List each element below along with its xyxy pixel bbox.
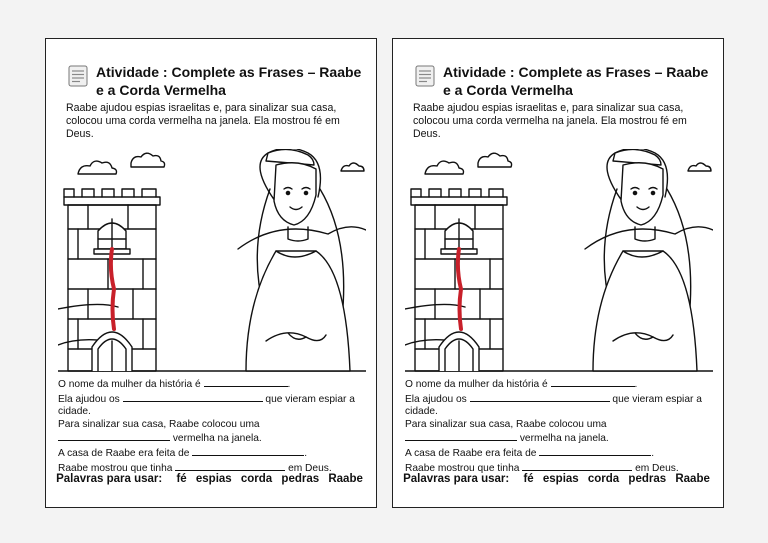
sentence-2: Ela ajudou os que vieram espiar a cidade. <box>405 393 702 418</box>
rahab-illustration <box>405 149 713 377</box>
fill-in-sentences <box>405 377 717 475</box>
worksheet-left <box>45 38 377 508</box>
sentence-1: O nome da mulher da história é . <box>58 379 291 390</box>
word-bank-word: fé <box>176 473 187 485</box>
document-icon <box>415 65 435 87</box>
word-bank-word: espias <box>195 473 232 485</box>
sentence-5: Raabe mostrou que tinha em Deus. <box>405 462 679 474</box>
answer-blank-3[interactable] <box>58 431 170 441</box>
word-bank-label: Palavras para usar: <box>403 473 510 485</box>
sentence-3: Para sinalizar sua casa, Raabe colocou uma vermelha na janela. <box>58 418 262 445</box>
word-bank <box>46 473 376 485</box>
answer-blank-3[interactable] <box>405 431 517 441</box>
sentence-1: O nome da mulher da história é . <box>405 379 638 390</box>
word-bank-word: corda <box>240 473 273 485</box>
worksheet-title: Atividade : Complete as Frases – Raabe e a Corda Vermelha <box>443 64 709 98</box>
word-bank-word: corda <box>587 473 620 485</box>
word-bank-word: pedras <box>628 473 667 485</box>
word-bank-word: pedras <box>281 473 320 485</box>
answer-blank-1[interactable] <box>204 377 288 387</box>
fill-in-sentences <box>58 377 370 475</box>
intro-text: Raabe ajudou espias israelitas e, para sinalizar sua casa, colocou uma corda vermelha na janela. Ela mostrou fé em Deus. <box>66 102 340 140</box>
sentence-2: Ela ajudou os que vieram espiar a cidade. <box>58 393 355 418</box>
word-bank-word: Raabe <box>675 473 710 485</box>
answer-blank-5[interactable] <box>522 461 632 471</box>
answer-blank-2[interactable] <box>123 392 263 402</box>
word-bank-word: Raabe <box>328 473 363 485</box>
answer-blank-5[interactable] <box>175 461 285 471</box>
word-bank-label: Palavras para usar: <box>56 473 163 485</box>
word-bank-word: espias <box>542 473 579 485</box>
answer-blank-2[interactable] <box>470 392 610 402</box>
worksheet-title: Atividade : Complete as Frases – Raabe e a Corda Vermelha <box>96 64 362 98</box>
intro-text: Raabe ajudou espias israelitas e, para sinalizar sua casa, colocou uma corda vermelha na janela. Ela mostrou fé em Deus. <box>413 102 687 140</box>
word-bank-word: fé <box>523 473 534 485</box>
sentence-4: A casa de Raabe era feita de . <box>405 447 655 459</box>
rahab-illustration <box>58 149 366 377</box>
answer-blank-4[interactable] <box>192 446 304 456</box>
word-bank <box>393 473 723 485</box>
sentence-3: Para sinalizar sua casa, Raabe colocou uma vermelha na janela. <box>405 418 609 445</box>
answer-blank-4[interactable] <box>539 446 651 456</box>
sentence-5: Raabe mostrou que tinha em Deus. <box>58 462 332 474</box>
document-icon <box>68 65 88 87</box>
sentence-4: A casa de Raabe era feita de . <box>58 447 308 459</box>
worksheet-right <box>392 38 724 508</box>
answer-blank-1[interactable] <box>551 377 635 387</box>
